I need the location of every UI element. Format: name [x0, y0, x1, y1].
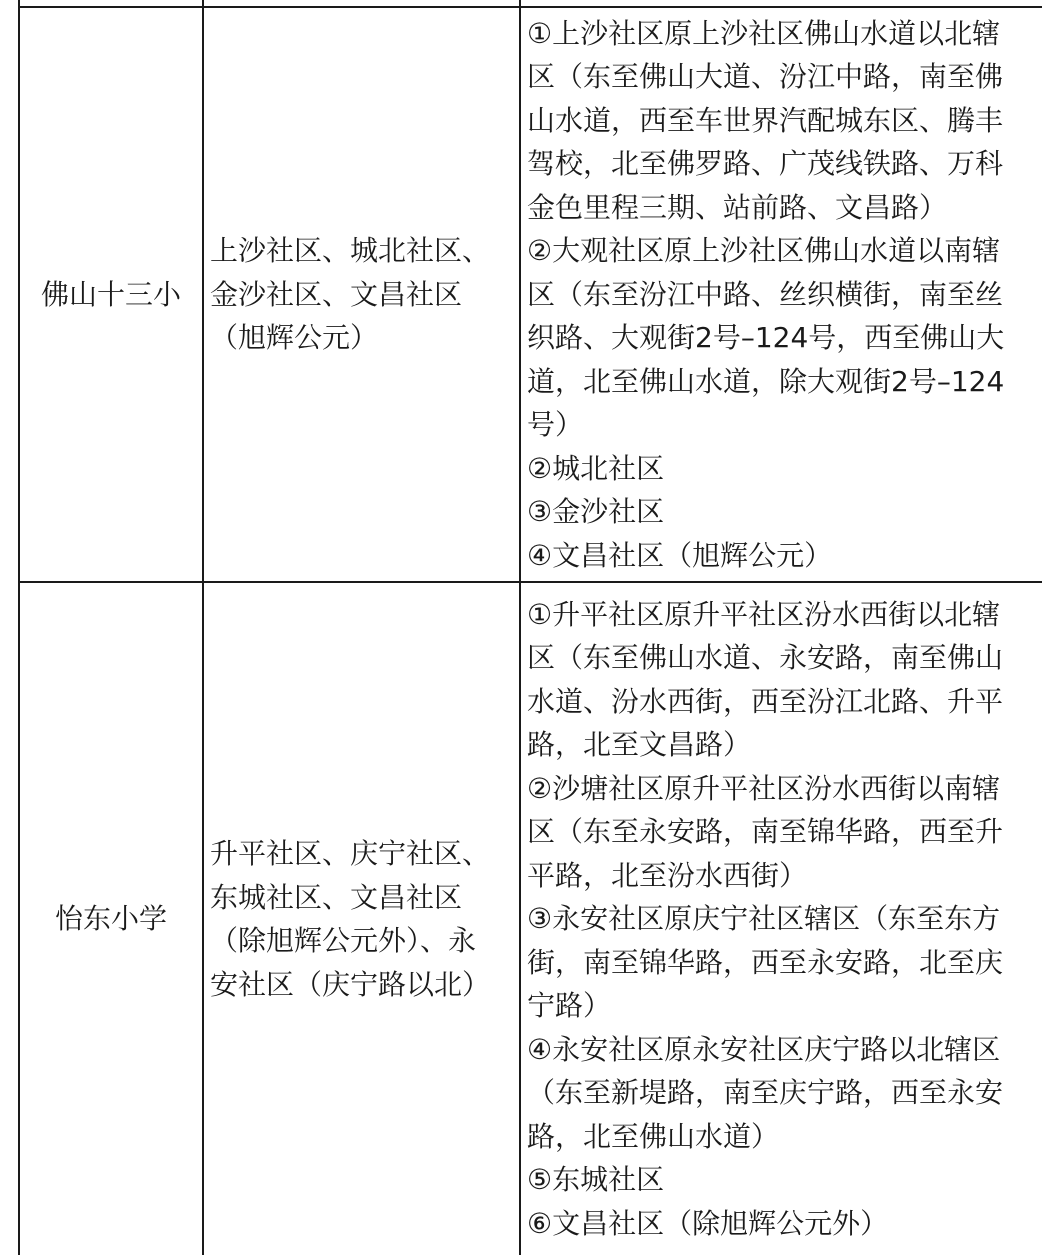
detail-line: ②城北社区 — [527, 451, 665, 485]
detail-line: ②大观社区原上沙社区佛山水道以南辖 — [527, 234, 1001, 268]
detail-line: ②沙塘社区原升平社区汾水西街以南辖 — [527, 771, 1001, 805]
community-line: 金沙社区、文昌社区 — [210, 277, 463, 311]
table-row — [19, 582, 1042, 1255]
detail-line: 路，北至文昌路） — [527, 728, 752, 762]
previous-row-remnant — [19, 0, 1042, 7]
community-line: （除旭辉公元外）、永 — [210, 924, 477, 957]
detail-line: 宁路） — [527, 989, 612, 1023]
detail-line: 驾校，北至佛罗路、广茂线铁路、万科 — [527, 147, 1004, 181]
detail-line: ①上沙社区原上沙社区佛山水道以北辖 — [527, 16, 1001, 50]
community-line: （旭辉公元） — [210, 321, 379, 355]
detail-line: 区（东至汾江中路、丝织横街，南至丝 — [527, 277, 1004, 311]
table-row — [19, 7, 1042, 582]
detail-line: 水道、汾水西街，西至汾江北路、升平 — [527, 684, 1004, 718]
school-name: 怡东小学 — [54, 902, 167, 936]
detail-line: ③永安社区原庆宁社区辖区（东至东方 — [527, 902, 1001, 936]
detail-line: 山水道，西至车世界汽配城东区、腾丰 — [527, 103, 1004, 137]
detail-line: 金色里程三期、站前路、文昌路） — [527, 190, 948, 224]
detail-line: ①升平社区原升平社区汾水西街以北辖 — [527, 597, 1001, 631]
detail-line: 织路、大观街2号–124号，西至佛山大 — [527, 321, 1005, 355]
detail-line: 路，北至佛山水道） — [527, 1119, 780, 1153]
community-line: 上沙社区、城北社区、 — [210, 234, 491, 268]
community-cell — [203, 582, 520, 1255]
detail-line: 区（东至永安路，南至锦华路，西至升 — [527, 815, 1004, 849]
detail-line: ③金沙社区 — [527, 495, 665, 529]
detail-line: 号） — [527, 408, 584, 442]
community-cell — [203, 7, 520, 582]
school-name-cell — [19, 582, 203, 1255]
school-name: 佛山十三小 — [40, 277, 181, 311]
detail-line: （东至新堤路，南至庆宁路，西至永安 — [527, 1076, 1004, 1110]
community-line: 升平社区、庆宁社区、 — [210, 837, 491, 870]
detail-line: ⑥文昌社区（除旭辉公元外） — [527, 1206, 889, 1240]
detail-line: 平路，北至汾水西街） — [527, 858, 808, 892]
community-line: 东城社区、文昌社区 — [210, 880, 463, 914]
detail-line: ④文昌社区（旭辉公元） — [527, 538, 833, 572]
school-name-cell — [19, 7, 203, 582]
previous-detail-cell — [520, 0, 1042, 7]
detail-line: 街，南至锦华路，西至永安路，北至庆 — [527, 945, 1004, 979]
detail-cell — [520, 7, 1042, 582]
previous-school-cell — [19, 0, 203, 7]
detail-cell — [520, 582, 1042, 1255]
detail-line: 区（东至佛山水道、永安路，南至佛山 — [527, 641, 1004, 675]
school-district-table — [18, 0, 1042, 1255]
detail-line: 道，北至佛山水道，除大观街2号–124 — [527, 364, 1005, 398]
assignment-table-container — [18, 0, 1040, 1255]
community-line: 安社区（庆宁路以北） — [210, 967, 491, 1001]
detail-line: ④永安社区原永安社区庆宁路以北辖区 — [527, 1032, 1001, 1066]
detail-line: 区（东至佛山大道、汾江中路，南至佛 — [527, 60, 1004, 94]
detail-line: ⑤东城社区 — [527, 1163, 665, 1197]
previous-community-cell — [203, 0, 520, 7]
